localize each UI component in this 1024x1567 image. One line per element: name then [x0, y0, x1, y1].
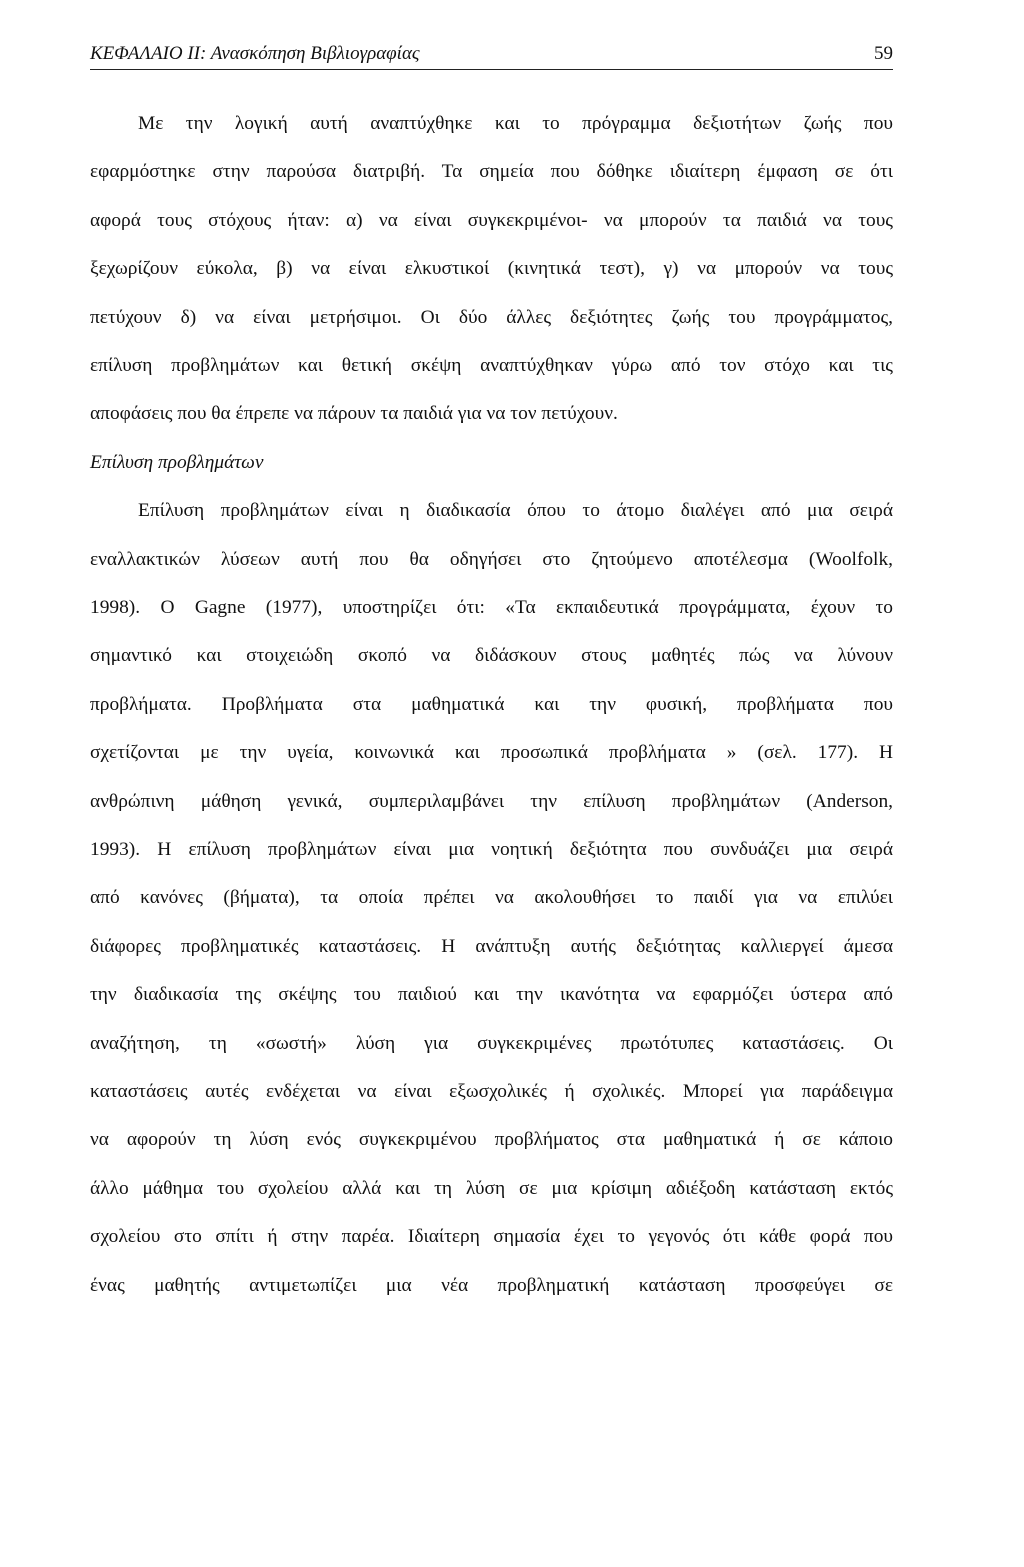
text-line: επίλυση προβλημάτων και θετική σκέψη αναπτύχθηκαν γύρω από τον στόχο και τις: [90, 354, 893, 376]
page-number: 59: [874, 43, 893, 64]
text-line: σημαντικό και στοιχειώδη σκοπό να διδάσκουν στους μαθητές πώς να λύνουν: [90, 645, 893, 667]
chapter-title: ΚΕΦΑΛΑΙΟ ΙΙ: Ανασκόπηση Βιβλιογραφίας: [90, 43, 420, 64]
text-line: ένας μαθητής αντιμετωπίζει μια νέα προβληματική κατάσταση προσφεύγει σε: [90, 1274, 893, 1296]
text-line: αφορά τους στόχους ήταν: α) να είναι συγκεκριμένοι- να μπορούν τα παιδιά να τους: [90, 209, 893, 231]
text-line: Επίλυση προβλημάτων είναι η διαδικασία όπου το άτομο διαλέγει από μια σειρά: [138, 500, 893, 522]
text-line: προβλήματα. Προβλήματα στα μαθηματικά και την φυσική, προβλήματα που: [90, 693, 893, 715]
text-line: εφαρμόστηκε στην παρούσα διατριβή. Τα σημεία που δόθηκε ιδιαίτερη έμφαση σε ότι: [90, 161, 893, 183]
text-line: διάφορες προβληματικές καταστάσεις. Η ανάπτυξη αυτής δεξιότητας καλλιεργεί άμεσα: [90, 935, 893, 957]
running-header: [90, 44, 893, 70]
section-heading: Επίλυση προβλημάτων: [90, 451, 264, 473]
text-line: σχετίζονται με την υγεία, κοινωνικά και προσωπικά προβλήματα » (σελ. 177). Η: [90, 742, 893, 764]
text-line: ανθρώπινη μάθηση γενικά, συμπεριλαμβάνει την επίλυση προβλημάτων (Anderson,: [90, 790, 893, 812]
text-line: Με την λογική αυτή αναπτύχθηκε και το πρόγραμμα δεξιοτήτων ζωής που: [138, 112, 893, 134]
text-line: εναλλακτικών λύσεων αυτή που θα οδηγήσει στο ζητούμενο αποτέλεσμα (Woolfolk,: [90, 548, 893, 570]
text-line: σχολείου στο σπίτι ή στην παρέα. Ιδιαίτερη σημασία έχει το γεγονός ότι κάθε φορά που: [90, 1226, 893, 1248]
text-line: ξεχωρίζουν εύκολα, β) να είναι ελκυστικοί (κινητικά τεστ), γ) να μπορούν να τους: [90, 258, 893, 280]
text-line: από κανόνες (βήματα), τα οποία πρέπει να ακολουθήσει το παιδί για να επιλύει: [90, 887, 893, 909]
text-line: καταστάσεις αυτές ενδέχεται να είναι εξωσχολικές ή σχολικές. Μπορεί για παράδειγμα: [90, 1081, 893, 1103]
document-page: [90, 44, 893, 1310]
text-line: 1998). Ο Gagne (1977), υποστηρίζει ότι: «Τα εκπαιδευτικά προγράμματα, έχουν το: [90, 596, 893, 618]
text-line: άλλο μάθημα του σχολείου αλλά και τη λύση σε μια κρίσιμη αδιέξοδη κατάσταση εκτός: [90, 1177, 893, 1199]
text-line: πετύχουν δ) να είναι μετρήσιμοι. Οι δύο άλλες δεξιότητες ζωής του προγράμματος,: [90, 306, 893, 328]
text-line: την διαδικασία της σκέψης του παιδιού και την ικανότητα να εφαρμόζει ύστερα από: [90, 984, 893, 1006]
section-heading-block: [90, 439, 893, 487]
text-line: 1993). Η επίλυση προβλημάτων είναι μια νοητική δεξιότητα που συνδυάζει μια σειρά: [90, 838, 893, 860]
text-line: να αφορούν τη λύση ενός συγκεκριμένου προβλήματος στα μαθηματικά ή σε κάποιο: [90, 1129, 893, 1151]
text-line: αναζήτηση, τη «σωστή» λύση για συγκεκριμένες πρωτότυπες καταστάσεις. Οι: [90, 1032, 893, 1054]
paragraph-problem-solving: [90, 487, 893, 1310]
text-line: αποφάσεις που θα έπρεπε να πάρουν τα παιδιά για να τον πετύχουν.: [90, 403, 618, 425]
paragraph-goals: [90, 100, 893, 439]
